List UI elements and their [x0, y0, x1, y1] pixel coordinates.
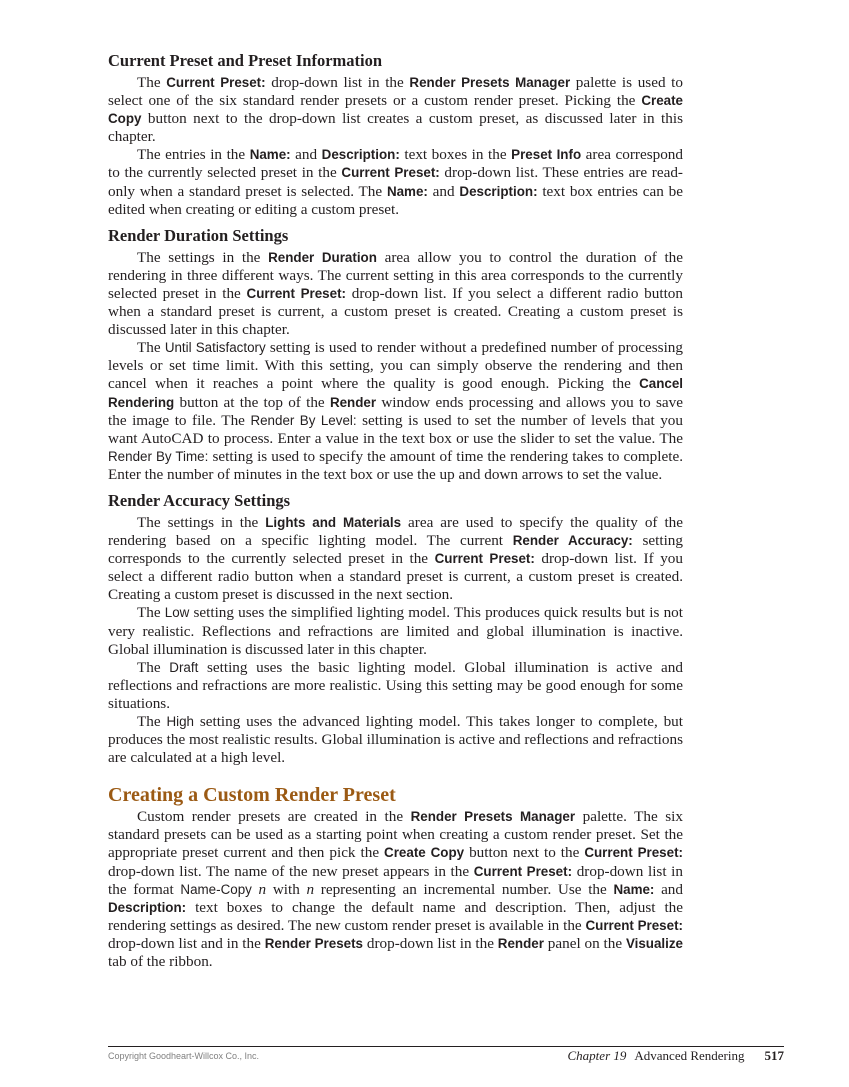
page-number: 517 [764, 1048, 784, 1063]
running-footer [568, 1048, 784, 1064]
heading-render-duration: Render Duration Settings [108, 225, 289, 245]
paragraph: The settings in the Lights and Materials area are used to specify the quality of the rendering based on a specific lighting model. The current Render Accuracy: setting corresponds to the currently selected preset in the Current Preset: drop-down list. If you select a different radio button when a standard preset is current, a custom preset is created. Creating a custom preset is discussed in the next section. [108, 513, 684, 604]
option-term: High [166, 714, 194, 729]
ui-term: Lights and Materials [265, 514, 402, 530]
option-term: Name-Copy [180, 881, 252, 897]
variable: n [258, 880, 267, 898]
paragraph: The entries in the Name: and Description: text boxes in the Preset Info area correspond to the currently selected preset in the Current Preset: drop-down list. These entries are read-only when a standard preset is selected. The Name: and Description: text box entries can be edited when creating or editing a custom preset. [108, 146, 683, 218]
heading-render-accuracy: Render Accuracy Settings [108, 490, 291, 510]
ui-term: Description: [459, 183, 538, 199]
ui-term: Render Duration [268, 249, 377, 265]
ui-term: Render Accuracy: [512, 533, 633, 549]
heading-current-preset: Current Preset and Preset Information [108, 51, 383, 70]
ui-term: Render Presets Manager [410, 809, 576, 825]
option-term: Render By Time: [108, 448, 209, 464]
paragraph: The Until Satisfactory setting is used to render without a predefined number of processing levels or set time limit. With this setting, you can simply observe the rendering and then cancel when it reaches a point where the quality is good enough. Picking the Cancel Rendering button at the top of the Render window ends processing and allows you to save the image to file. The Render By Level: setting is used to set the number of levels that you want AutoCAD to process. Enter a value in the text box or use the slider to set the value. The Render By Time: setting is used to specify the amount of time the rendering takes to complete. Enter the number of minutes in the text box or use the up and down arrows to set the value. [108, 339, 683, 483]
ui-term: Current Preset: [585, 917, 683, 933]
variable: n [306, 880, 315, 898]
page-body [108, 51, 683, 971]
ui-term: Render [497, 935, 544, 951]
ui-term: Create Copy [384, 845, 465, 861]
copyright-notice: Copyright Goodheart-Willcox Co., Inc. [108, 1051, 260, 1061]
ui-term: Current Preset: [166, 75, 266, 90]
ui-term: Name: [249, 147, 291, 163]
ui-term: Current Preset: [584, 845, 683, 861]
ui-term: Current Preset: [341, 165, 440, 181]
ui-term: Cancel Rendering [108, 376, 683, 410]
paragraph: The Current Preset: drop-down list in the Render Presets Manager palette is used to select one of the six standard render presets or a custom render preset. Picking the Create Copy button next to the drop-down list creates a custom preset, as discussed later in this chapter. [108, 74, 683, 146]
ui-term: Current Preset: [473, 863, 573, 879]
paragraph: The Low setting uses the simplified lighting model. This produces quick results but is not very realistic. Reflections and refractions are limited and global illumination is inactive. Global illumination is discussed later in this chapter. [108, 604, 683, 658]
chapter-label: Chapter 19 [567, 1048, 627, 1063]
paragraph: The Draft setting uses the basic lighting model. Global illumination is active and reflections and refractions are more realistic. Using this setting may be good enough for some situations. [108, 658, 683, 712]
paragraph: Custom render presets are created in the Render Presets Manager palette. The six standard presets can be used as a starting point when creating a custom render preset. Set the appropriate preset current and then pick the Create Copy button next to the Current Preset: drop-down list. The name of the new preset appears in the Current Preset: drop-down list in the format Name-Copy n with n representing an incremental number. Use the Name: and Description: text boxes to change the default name and description. Then, adjust the rendering settings as desired. The new custom render preset is available in the Current Preset: drop-down list and in the Render Presets drop-down list in the Render panel on the Visualize tab of the ribbon. [108, 808, 684, 971]
ui-term: Render Presets [264, 935, 364, 951]
ui-term: Name: [386, 183, 428, 199]
ui-term: Render [329, 394, 377, 410]
paragraph: The settings in the Render Duration area allow you to control the duration of the rendering in three different ways. The current setting in this area corresponds to the currently selected preset in the Current Preset: drop-down list. If you select a different radio button when a standard preset is current, a custom preset is created. Creating a custom preset is discussed later in this chapter. [108, 248, 684, 339]
ui-term: Current Preset: [434, 551, 535, 567]
ui-term: Description: [321, 147, 400, 163]
ui-term: Render Presets Manager [409, 75, 571, 90]
option-term: Draft [169, 659, 199, 675]
ui-term: Name: [613, 881, 655, 897]
option-term: Low [164, 605, 190, 621]
chapter-title: Advanced Rendering [634, 1048, 745, 1063]
page-footer [108, 1046, 784, 1067]
ui-term: Visualize [625, 935, 684, 951]
option-term: Render By Level: [250, 412, 357, 428]
ui-term: Current Preset: [246, 285, 346, 301]
ui-term: Preset Info [511, 147, 582, 163]
option-term: Until Satisfactory [164, 340, 266, 356]
ui-term: Description: [108, 899, 187, 915]
ui-term: Create Copy [108, 93, 683, 127]
paragraph: The High setting uses the advanced lighting model. This takes longer to complete, but produces the most realistic results. Global illumination is active and reflections and refractions are calculated at a high level. [108, 713, 683, 767]
heading-creating-custom-preset: Creating a Custom Render Preset [108, 784, 396, 807]
